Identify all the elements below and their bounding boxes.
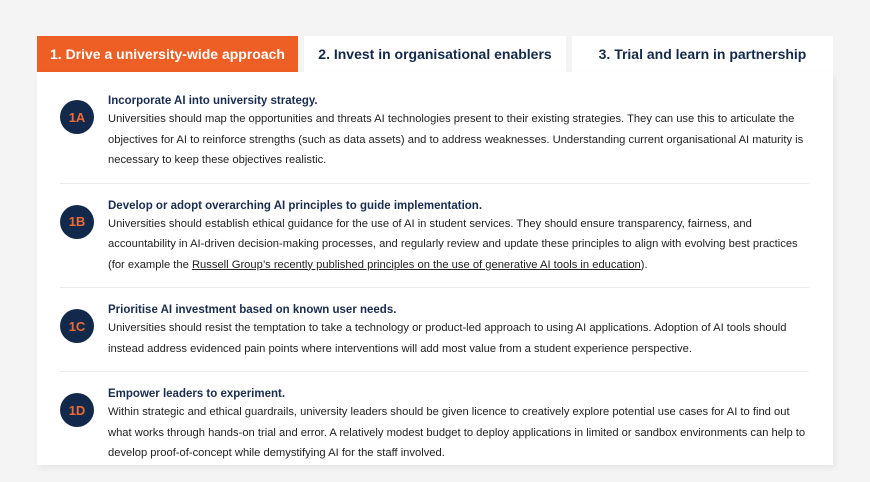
item-content <box>108 386 809 464</box>
item-title: Prioritise AI investment based on known user needs. <box>108 304 397 316</box>
badge-1b: 1B <box>60 205 94 239</box>
item-title: Empower leaders to experiment. <box>108 388 286 400</box>
item-body: Universities should resist the temptation to take a technology or product-led approach to using AI applications. Adoption of AI tools should instead address evidenced pain points where interventions will add most value from a student experience perspective. <box>108 322 787 355</box>
badge-1d: 1D <box>60 393 94 427</box>
item-body: Within strategic and ethical guardrails, university leaders should be given licence to creatively explore potential use cases for AI to find out what works through hands-on trial and error. A relatively modest budget to deploy applications in limited or sandbox environments can help to develop proof-of-concept while demystifying AI for the staff involved. <box>108 406 806 459</box>
tab-bar <box>37 36 833 72</box>
tab-invest-organisational-enablers[interactable]: 2. Invest in organisational enablers <box>304 36 566 72</box>
list-item-1a <box>60 90 809 184</box>
item-body-text-end: ). <box>640 258 648 271</box>
tab-drive-university-wide-approach[interactable]: 1. Drive a university-wide approach <box>37 36 298 72</box>
russell-group-principles-link[interactable]: Russell Group’s recently published principles on the use of generative AI tools in education <box>191 258 641 271</box>
item-title: Develop or adopt overarching AI principles to guide implementation. <box>108 199 483 212</box>
item-body-text: Universities should establish ethical guidance for the use of AI in student services. They should ensure transparency, fairness, and accountability in AI-driven decision-making processes, and regularly review and update these principles to align with evolving best practices (for example the <box>108 217 798 271</box>
tab-trial-learn-partnership[interactable]: 3. Trial and learn in partnership <box>572 36 833 72</box>
tab-panel <box>37 72 833 465</box>
item-content <box>108 302 809 359</box>
list-item-1b <box>60 195 809 289</box>
item-body: Universities should map the opportunities and threats AI technologies present to their existing strategies. They can use this to articulate the objectives for AI to reinforce strengths (such as data assets) and to address weaknesses. Understanding current organisational AI maturity is necessary to keep these objectives realistic. <box>108 113 804 166</box>
item-title: Incorporate AI into university strategy. <box>108 95 318 107</box>
list-item-1d <box>60 383 809 476</box>
item-content <box>108 93 809 171</box>
item-body <box>108 214 809 276</box>
list-item-1c <box>60 299 809 372</box>
badge-1a: 1A <box>60 100 94 134</box>
item-content <box>108 198 809 276</box>
badge-1c: 1C <box>60 309 94 343</box>
